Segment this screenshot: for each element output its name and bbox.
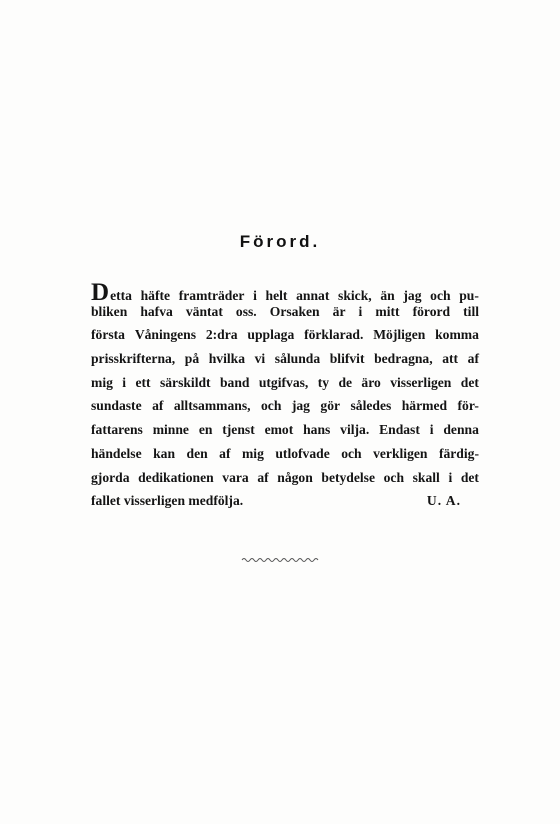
word: och bbox=[430, 288, 451, 303]
word: hafva bbox=[140, 303, 173, 319]
word: 2:dra bbox=[205, 327, 238, 343]
word: hans bbox=[303, 422, 331, 438]
drop-capital: D bbox=[91, 279, 110, 306]
word: af bbox=[219, 445, 231, 461]
word: Våningens bbox=[134, 327, 197, 343]
signature: U. A. bbox=[426, 493, 461, 509]
word: Orsaken bbox=[269, 303, 320, 319]
word: upplaga bbox=[247, 327, 295, 343]
word: på bbox=[184, 351, 200, 367]
word: det bbox=[460, 469, 479, 485]
word: mig bbox=[91, 374, 113, 390]
word: jag bbox=[403, 288, 422, 303]
word: visserligen bbox=[390, 374, 452, 390]
preface-text bbox=[91, 280, 479, 517]
text-line bbox=[91, 375, 479, 399]
word: någon bbox=[277, 469, 313, 485]
word: den bbox=[186, 445, 208, 461]
text-lines bbox=[91, 304, 479, 494]
word: fattarens bbox=[91, 422, 143, 438]
word: första bbox=[91, 327, 125, 343]
word: kan bbox=[153, 445, 176, 461]
word: gjorda bbox=[91, 469, 130, 485]
text-line-last bbox=[91, 493, 479, 517]
word: sundaste bbox=[91, 398, 142, 414]
word: betydelse bbox=[321, 469, 376, 485]
text-line bbox=[91, 327, 479, 351]
word: än bbox=[380, 288, 395, 303]
word: för- bbox=[457, 398, 479, 414]
word: oss. bbox=[235, 303, 257, 319]
word: af bbox=[467, 351, 479, 367]
word: alltsammans, bbox=[173, 398, 251, 414]
word: i bbox=[429, 422, 434, 438]
word: i bbox=[253, 288, 257, 303]
word: af bbox=[257, 469, 269, 485]
closing-text: fallet visserligen medfölja. bbox=[91, 493, 244, 509]
word: väntat bbox=[185, 303, 223, 319]
word: och bbox=[383, 469, 405, 485]
word: äro bbox=[361, 374, 381, 390]
word: förord bbox=[412, 303, 451, 319]
word: af bbox=[152, 398, 164, 414]
text-line bbox=[91, 422, 479, 446]
word: prisskrifterna, bbox=[91, 351, 176, 367]
word: att bbox=[442, 351, 459, 367]
word: och bbox=[341, 445, 362, 461]
word: band bbox=[219, 374, 250, 390]
word: framträder bbox=[178, 288, 245, 303]
word: komma bbox=[435, 327, 479, 343]
text-line bbox=[91, 351, 479, 375]
word: således bbox=[350, 398, 392, 414]
word: verkligen bbox=[373, 445, 428, 461]
word: bliken bbox=[91, 303, 128, 319]
word: är bbox=[332, 303, 346, 319]
word: häfte bbox=[140, 288, 171, 303]
text-line bbox=[91, 398, 479, 422]
word: ty bbox=[317, 374, 330, 390]
word: i bbox=[122, 374, 127, 390]
word: dedikationen bbox=[138, 469, 214, 485]
word: pu- bbox=[459, 288, 479, 303]
word: skall bbox=[412, 469, 440, 485]
wavy-rule-icon bbox=[241, 556, 319, 564]
word: vara bbox=[222, 469, 249, 485]
text-line bbox=[91, 446, 479, 470]
word: i bbox=[358, 303, 363, 319]
text-line bbox=[91, 470, 479, 494]
word: särskildt bbox=[159, 374, 211, 390]
word: en bbox=[198, 422, 213, 438]
first-line-words bbox=[110, 288, 479, 304]
word: emot bbox=[264, 422, 294, 438]
word: härmed bbox=[401, 398, 448, 414]
word: vi bbox=[254, 351, 266, 367]
word: annat bbox=[296, 288, 330, 303]
word: denna bbox=[443, 422, 479, 438]
word: jag bbox=[291, 398, 310, 414]
word: de bbox=[338, 374, 353, 390]
word: utgifvas, bbox=[258, 374, 309, 390]
word: förklarad. bbox=[304, 327, 364, 343]
word: till bbox=[463, 303, 479, 319]
text-line-first bbox=[91, 280, 479, 304]
word: och bbox=[260, 398, 282, 414]
text-line bbox=[91, 304, 479, 328]
word: bedragna, bbox=[374, 351, 433, 367]
page-heading: Förord. bbox=[239, 232, 321, 251]
word: tjenst bbox=[222, 422, 255, 438]
word: utlofvade bbox=[275, 445, 330, 461]
word: etta bbox=[110, 288, 132, 303]
word: Möjligen bbox=[373, 327, 426, 343]
word: gör bbox=[320, 398, 341, 414]
word: färdig- bbox=[438, 445, 479, 461]
word: Endast bbox=[379, 422, 420, 438]
word: vilja. bbox=[340, 422, 370, 438]
word: det bbox=[460, 374, 479, 390]
word: i bbox=[448, 469, 453, 485]
word: skick, bbox=[338, 288, 372, 303]
word: blifvit bbox=[329, 351, 365, 367]
word: ett bbox=[135, 374, 151, 390]
wavy-rule-ornament bbox=[0, 551, 560, 569]
word: helt bbox=[265, 288, 288, 303]
word: händelse bbox=[91, 445, 142, 461]
word: mig bbox=[241, 445, 264, 461]
word: sålunda bbox=[274, 351, 321, 367]
word: minne bbox=[152, 422, 189, 438]
word: hvilka bbox=[208, 351, 246, 367]
word: mitt bbox=[375, 303, 400, 319]
